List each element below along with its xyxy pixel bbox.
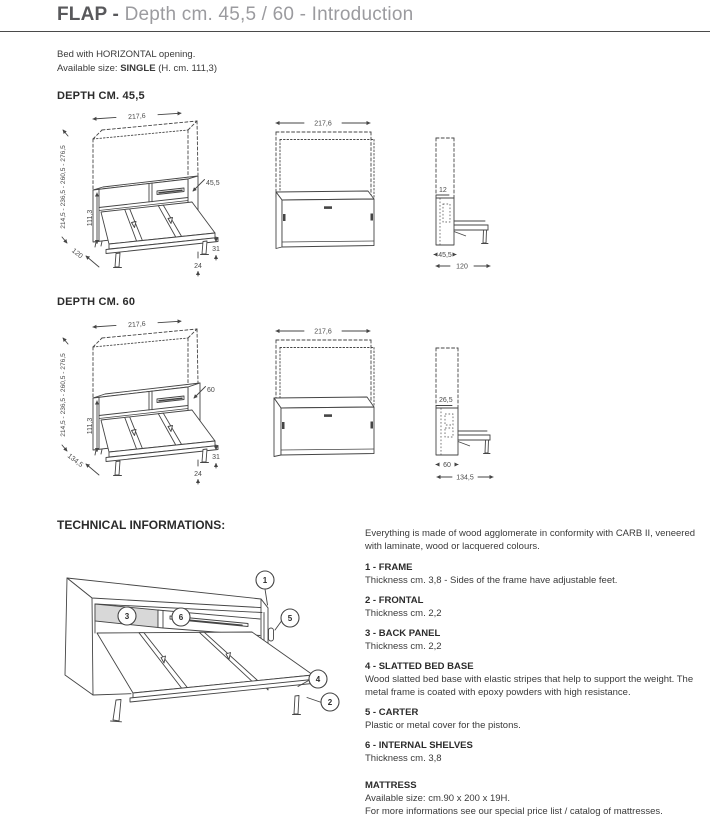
dim-width-label: 217,6 [314, 120, 332, 128]
spec-item-back-panel [365, 627, 710, 653]
spec-item-title: 6 - INTERNAL SHELVES [365, 740, 473, 751]
section-title-depth-60: DEPTH CM. 60 [57, 296, 136, 308]
spec-item-title: 1 - FRAME [365, 562, 413, 573]
dim-width-label: 217,6 [314, 328, 332, 336]
callout-3 [118, 607, 136, 625]
callout-1 [256, 571, 274, 589]
page-title [57, 4, 413, 26]
dim-heights-label: 214,5 - 236,5 - 260,5 - 276,5 [60, 145, 67, 229]
intro-text [57, 48, 217, 75]
dashed-height-box [276, 340, 374, 406]
drawing-closed-front-455 [268, 110, 383, 255]
dim-width [276, 329, 370, 336]
drawing-side-455 [428, 110, 508, 278]
callout-5-number: 5 [287, 614, 293, 623]
hinge-left [283, 214, 286, 221]
hinge-right [371, 214, 374, 221]
intro-line2 [57, 62, 217, 76]
open-bed [101, 202, 218, 268]
mattress-title: MATTRESS [365, 780, 417, 791]
dim-base-height-label: 31 [212, 454, 220, 461]
dim-depth-label: 60 [207, 387, 215, 394]
callout-2 [321, 693, 339, 711]
drawing-side-60 [428, 330, 508, 488]
dim-depth-label: 45,5 [438, 252, 452, 259]
spec-item-title: 5 - CARTER [365, 707, 419, 718]
spec-item-desc: Wood slatted bed base with elastic stripes that help to support the weight. The metal frame is coated with epoxy powders with high resistance. [365, 674, 694, 698]
leg-right [294, 696, 299, 715]
dim-width-60 [93, 321, 181, 329]
hinge-right [371, 422, 374, 429]
dim-top-label: 26,5 [439, 397, 453, 404]
callout-4-number: 4 [315, 675, 321, 684]
mattress-info [365, 779, 710, 818]
dim-heights-label: 214,5 - 236,5 - 260,5 - 276,5 [60, 353, 67, 437]
closed-cabinet [274, 397, 374, 457]
product-name: FLAP - [57, 4, 120, 25]
callout-5 [281, 609, 299, 627]
open-bed-side [454, 221, 488, 244]
mattress-note: For more informations see our special price list / catalog of mattresses. [365, 806, 663, 817]
dim-heights-455 [60, 130, 68, 243]
dim-depth-label: 60 [443, 462, 451, 469]
spec-item-slatted-bed-base [365, 660, 710, 699]
open-bed [97, 632, 317, 722]
technical-specs [365, 527, 710, 818]
leg-left [113, 700, 121, 722]
dim-leg-inset-455 [194, 252, 202, 276]
dim-depth-label: 45,5 [206, 180, 220, 187]
dim-total [436, 264, 490, 271]
dim-total-depth-label: 120 [70, 247, 84, 261]
specs-intro: Everything is made of wood agglomerate in conformity with CARB II, veneered with laminate, wood or lacquered colours. [365, 528, 696, 552]
dim-closed-height-label: 111,3 [87, 417, 94, 435]
open-bed-side [458, 431, 490, 454]
spec-item-desc: Thickness cm. 3,8 [365, 753, 442, 764]
dim-width-label: 217,6 [127, 320, 146, 330]
spec-item-title: 3 - BACK PANEL [365, 628, 441, 639]
dim-total-depth-60 [66, 453, 99, 475]
spec-item-desc: Thickness cm. 2,2 [365, 641, 442, 652]
callout-3-number: 3 [124, 612, 130, 621]
dim-heights-60 [60, 338, 68, 451]
dim-depth [434, 252, 456, 259]
spec-item-frontal [365, 594, 710, 620]
dim-leg-inset-label: 24 [194, 263, 202, 270]
dim-top-label: 12 [439, 187, 447, 194]
available-size-detail: (H. cm. 111,3) [155, 62, 217, 74]
dim-total [437, 475, 493, 482]
spec-item-frame [365, 561, 710, 587]
drawing-open-bed-60 [57, 313, 262, 493]
available-size-label: Available size: [57, 62, 121, 74]
closed-cabinet [276, 191, 374, 249]
available-size-value: SINGLE [120, 62, 156, 74]
spec-item-desc: Thickness cm. 2,2 [365, 608, 442, 619]
spec-item-title: 4 - SLATTED BED BASE [365, 661, 474, 672]
spec-item-desc: Thickness cm. 3,8 - Sides of the frame have adjustable feet. [365, 575, 618, 586]
page-header [0, 0, 710, 32]
drawing-open-bed-455 [57, 105, 262, 285]
dim-leg-inset-60 [194, 460, 202, 484]
spec-item-desc: Plastic or metal cover for the pistons. [365, 720, 521, 731]
section-title-depth-455: DEPTH CM. 45,5 [57, 90, 145, 102]
dim-leg-inset-label: 24 [194, 471, 202, 478]
side-cabinet [436, 198, 454, 245]
dim-total-label: 134,5 [456, 474, 474, 482]
dim-base-height-label: 31 [212, 246, 220, 253]
mattress-size: Available size: cm.90 x 200 x 19H. [365, 793, 511, 804]
drawing-closed-front-60 [268, 318, 383, 463]
technical-diagram [52, 560, 347, 730]
spec-item-title: 2 - FRONTAL [365, 595, 424, 606]
hinge-left [282, 422, 285, 429]
dim-top-panel [436, 397, 453, 406]
callout-1-number: 1 [262, 576, 268, 585]
intro-line1: Bed with HORIZONTAL opening. [57, 49, 196, 60]
dim-closed-height-label: 111,3 [87, 209, 94, 227]
dim-top-panel [436, 187, 449, 195]
carter-piston-cover [269, 628, 274, 641]
spec-item-carter [365, 706, 710, 732]
dim-total-depth-label: 134,5 [65, 452, 84, 469]
dim-total-depth-455 [70, 247, 99, 267]
handle [324, 206, 332, 209]
page-subtitle: Depth cm. 45,5 / 60 - Introduction [124, 4, 414, 25]
callout-6-number: 6 [178, 613, 184, 622]
spec-item-internal-shelves [365, 739, 710, 765]
dashed-height-box [276, 132, 374, 198]
dim-total-label: 120 [456, 263, 468, 271]
callout-4 [309, 670, 327, 688]
handle [324, 414, 332, 417]
dim-width-455 [93, 113, 181, 121]
dim-width-label: 217,6 [127, 112, 146, 122]
technical-title: TECHNICAL INFORMATIONS: [57, 518, 226, 532]
callout-2-number: 2 [327, 698, 333, 707]
callout-6 [172, 608, 190, 626]
dim-width [276, 121, 370, 128]
side-cabinet [436, 408, 458, 455]
dim-depth [436, 462, 458, 469]
